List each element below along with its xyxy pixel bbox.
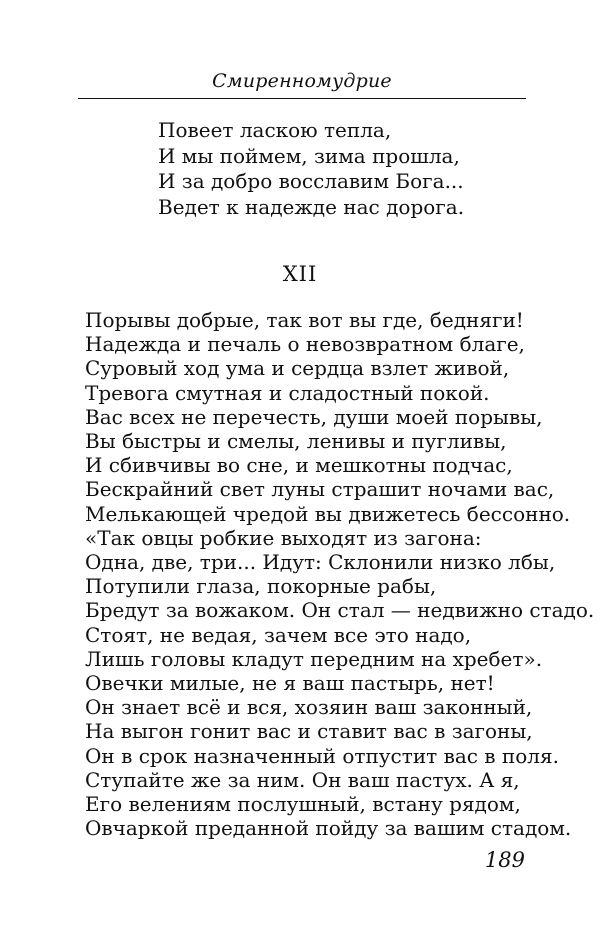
verse-line: Он в срок назначенный отпустит вас в поля. bbox=[85, 743, 559, 768]
verse-line: И сбивчивы во сне, и мешкотны подчас, bbox=[85, 453, 513, 478]
verse-line: Ступайте же за ним. Он ваш пастух. А я, bbox=[85, 767, 520, 792]
verse-line: Одна, две, три... Идут: Склонили низко лбы, bbox=[85, 550, 556, 575]
verse-line: Стоят, не ведая, зачем все это надо, bbox=[85, 622, 472, 647]
poem-body bbox=[85, 308, 595, 841]
verse-line: Мелькающей чредой вы движетесь бессонно. bbox=[85, 501, 571, 526]
section-number: XII bbox=[282, 262, 318, 286]
verse-line: Потупили глаза, покорные рабы, bbox=[85, 574, 437, 599]
header-rule bbox=[78, 98, 526, 99]
verse-line: Он знает всё и вся, хозяин ваш законный, bbox=[85, 695, 533, 720]
verse-line: Овчаркой преданной пойду за вашим стадом. bbox=[85, 816, 572, 841]
page-number: 189 bbox=[484, 848, 525, 872]
verse-line: «Так овцы робкие выходят из загона: bbox=[85, 525, 482, 550]
verse-line: Ведет к надежде нас дорога. bbox=[158, 194, 465, 219]
verse-line: Его велениям послушный, встану рядом, bbox=[85, 792, 521, 817]
verse-line: Тревога смутная и сладостный покой. bbox=[85, 380, 490, 405]
verse-line: Повеет ласкою тепла, bbox=[158, 118, 392, 142]
verse-line: Вас всех не перечесть, души моей порывы, bbox=[85, 404, 543, 429]
verse-line: Вы быстры и смелы, ленивы и пугливы, bbox=[85, 429, 507, 454]
verse-line: И мы поймем, зима прошла, bbox=[158, 143, 460, 168]
verse-line: Порывы добрые, так вот вы где, бедняги! bbox=[85, 308, 524, 332]
verse-line: Лишь головы кладут передним на хребет». bbox=[85, 646, 543, 671]
verse-line: И за добро восславим Бога... bbox=[158, 169, 464, 193]
verse-line: На выгон гонит вас и ставит вас в загоны, bbox=[85, 719, 533, 744]
verse-line: Суровый ход ума и сердца взлет живой, bbox=[85, 356, 510, 381]
verse-line: Надежда и печаль о невозвратном благе, bbox=[85, 332, 525, 357]
stanza-top bbox=[158, 118, 464, 220]
verse-line: Бескрайний свет луны страшит ночами вас, bbox=[85, 477, 555, 502]
running-header: Смиренномудрие bbox=[212, 70, 392, 92]
verse-line: Овечки милые, не я ваш пастырь, нет! bbox=[85, 671, 495, 696]
verse-line: Бредут за вожаком. Он стал — недвижно стадо. bbox=[85, 598, 595, 623]
